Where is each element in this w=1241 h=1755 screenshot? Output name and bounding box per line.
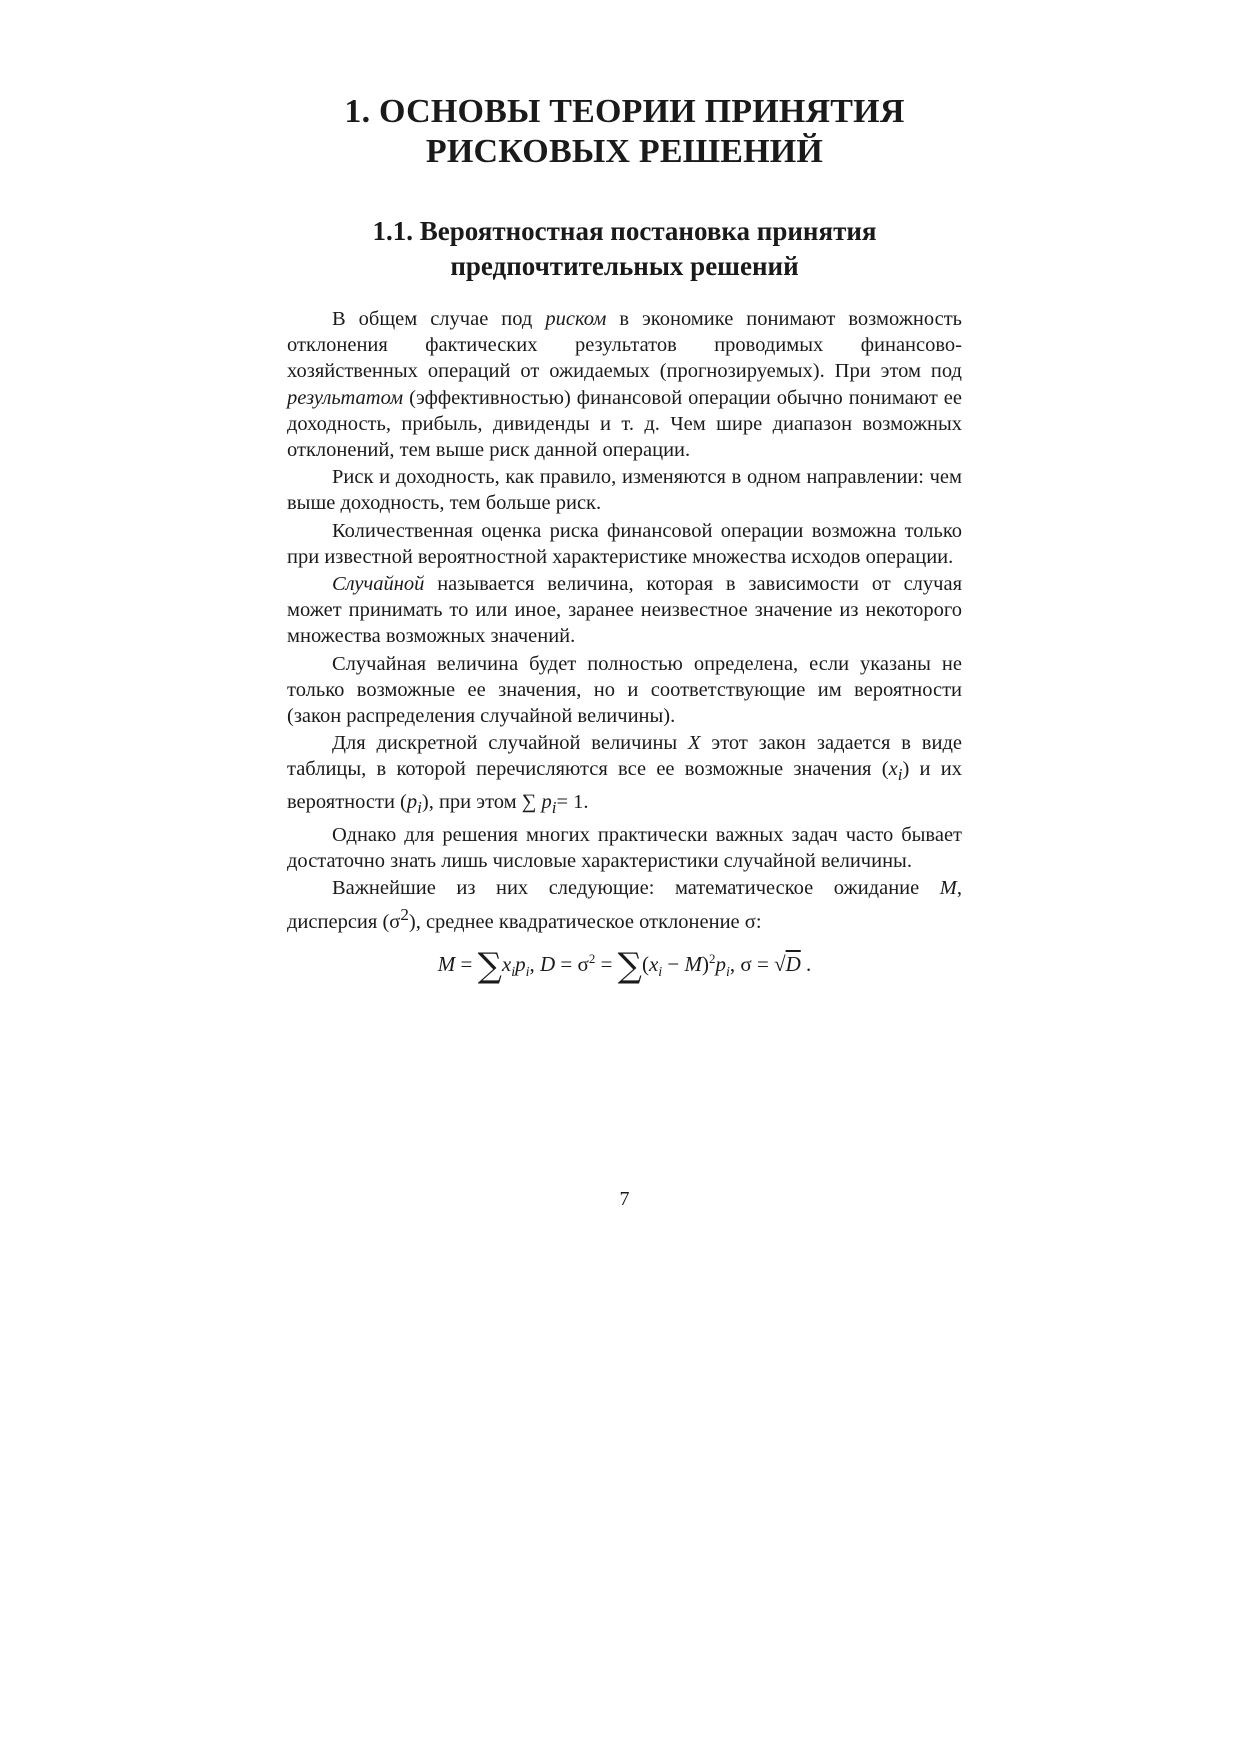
paragraph-risk-definition: В общем случае под риском в экономике понимают возможность отклонения фактических результатов проводимых финансово-хозяйственных операций от ожидаемых (прогнозируемых). При этом под результатом (эффективностью) финансовой операции обычно понимают ее доходность, прибыль, дивиденды и т. д. Чем шире диапазон возможных отклонений, тем выше риск данной операции. [287, 308, 962, 462]
body-text [287, 306, 962, 993]
sqrt-symbol: √ [774, 951, 786, 976]
term-random: Случайной [332, 573, 425, 596]
sum-symbol: ∑ [617, 945, 642, 986]
section-title-line-1: 1.1. Вероятностная постановка принятия [372, 216, 877, 246]
paragraph-random-variable: Случайной называется величина, которая в зависимости от случая может принимать то или иное, заранее неизвестное значение из некоторого множества возможных значений. [287, 573, 962, 648]
term-risk: риском [545, 308, 607, 330]
term-result: результатом [287, 386, 404, 409]
chapter-title-line-2: РИСКОВЫХ РЕШЕНИЙ [425, 133, 824, 170]
paragraph-discrete: Для дискретной случайной величины X этот закон задается в виде таблицы, в которой перечисляются все ее возможные значения $(x_i)$ и их вероятности $(p_i)$, при этом ∑ $p_i= 1$. [287, 732, 962, 817]
chapter-title [287, 92, 962, 172]
paragraph-risk-return: Риск и доходность, как правило, изменяются в одном направлении: чем выше доходность, тем больше риск. [287, 466, 962, 515]
page [287, 92, 962, 1210]
formula-moments: $M = \sum x_ip_i$, $D = \sigma^2 = \sum(x_i - M)^2p_i$, σ = √D . [437, 945, 812, 986]
section-title-line-2: предпочтительных решений [450, 251, 799, 281]
page-number: 7 [619, 1188, 630, 1210]
sum-symbol: ∑ [477, 945, 502, 986]
section-title [287, 214, 962, 284]
paragraph-numeric-characteristics: Однако для решения многих практически важных задач часто бывает достаточно знать лишь числовые характеристики случайной величины. [287, 824, 962, 873]
paragraph-quantitative: Количественная оценка риска финансовой операции возможна только при известной вероятностной характеристике множества исходов операции. [287, 519, 962, 568]
paragraph-distribution: Случайная величина будет полностью определена, если указаны не только возможные ее значения, но и соответствующие им вероятности (закон распределения случайной величины). [287, 652, 962, 728]
chapter-title-line-1: 1. ОСНОВЫ ТЕОРИИ ПРИНЯТИЯ [344, 93, 905, 130]
paragraph-key-characteristics: Важнейшие из них следующие: математическое ожидание M, дисперсия $(\sigma^2)$, среднее квадратическое отклонение σ: [287, 877, 962, 933]
